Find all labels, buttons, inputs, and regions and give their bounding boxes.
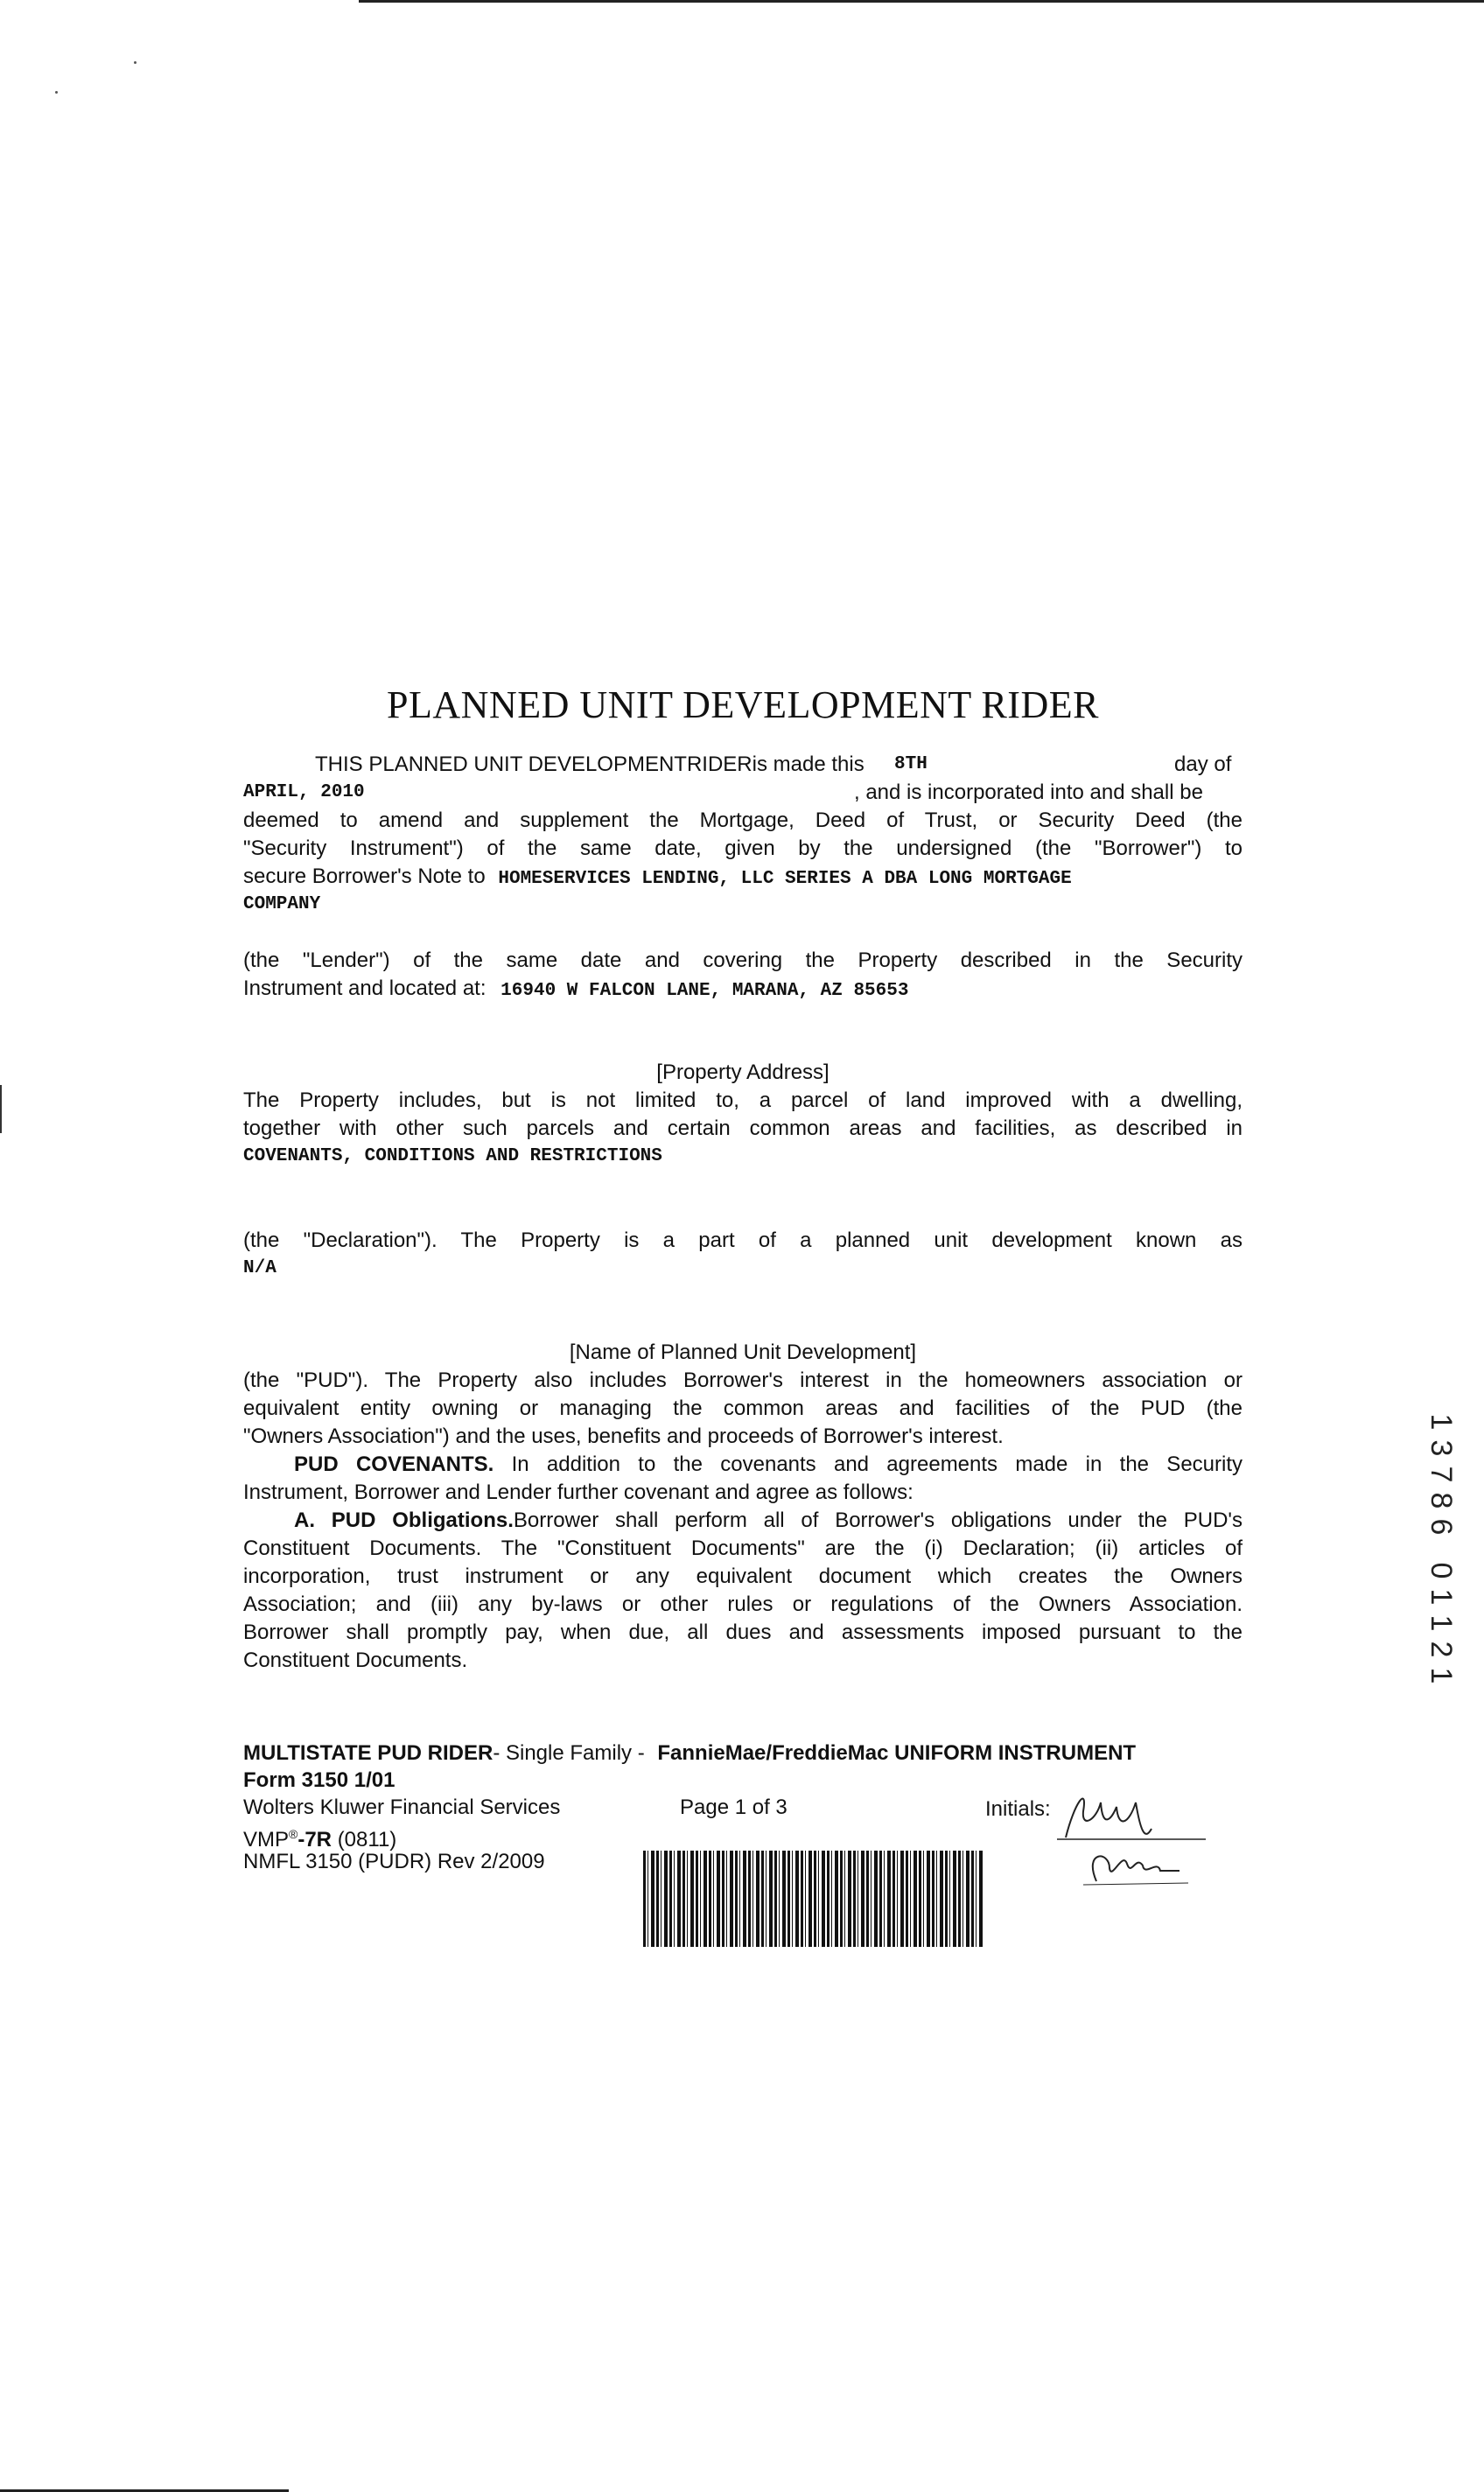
day-value: 8TH	[894, 754, 928, 774]
scan-speck	[55, 91, 58, 94]
property-clause-line-3: (the "Declaration"). The Property is a part of a planned unit development known as	[243, 1228, 1242, 1252]
document-title: PLANNED UNIT DEVELOPMENT RIDER	[387, 683, 1099, 726]
side-document-number	[1419, 1409, 1463, 1689]
side-digit: 1	[1424, 1614, 1458, 1632]
intro-text: THIS PLANNED UNIT DEVELOPMENTRIDERis made this	[315, 752, 864, 776]
pud-clause-line-3: "Owners Association") and the uses, benefits and proceeds of Borrower's interest.	[243, 1424, 1004, 1448]
lender-name: HOMESERVICES LENDING, LLC SERIES A DBA LONG MORTGAGE	[498, 869, 1072, 889]
side-digit: 1	[1424, 1667, 1458, 1684]
section-a-text: Borrower shall perform all of Borrower's obligations under the PUD's	[513, 1508, 1242, 1532]
scan-edge-top	[359, 0, 1484, 3]
covenants-line-1	[243, 1451, 1242, 1479]
side-digit: 2	[1424, 1641, 1458, 1658]
intro-line-4: "Security Instrument") of the same date, given by the undersigned (the "Borrower") to	[243, 836, 1242, 860]
intro-line-3: deemed to amend and supplement the Mortgage, Deed of Trust, or Security Deed (the	[243, 808, 1242, 832]
vmp-bold: -7R	[298, 1828, 332, 1852]
covenants-text: In addition to the covenants and agreements made in the Security	[511, 1452, 1243, 1476]
covenants-line-2: Instrument, Borrower and Lender further covenant and agree as follows:	[243, 1480, 914, 1504]
intro-text: , and is incorporated into and shall be	[854, 780, 1203, 804]
intro-text: secure Borrower's Note to	[243, 864, 486, 888]
scan-edge-mark	[0, 1085, 2, 1133]
side-digit: 6	[1424, 1518, 1458, 1536]
side-digit: 1	[1424, 1413, 1458, 1431]
section-a-line-6: Constituent Documents.	[243, 1648, 468, 1672]
date-value: APRIL, 2010	[243, 782, 365, 802]
form-title-right: FannieMae/FreddieMac UNIFORM INSTRUMENT	[657, 1741, 1137, 1765]
property-address-caption: [Property Address]	[656, 1060, 830, 1084]
vmp-prefix: VMP	[243, 1828, 290, 1852]
side-digit: 7	[1424, 1466, 1458, 1483]
section-a-line-5: Borrower shall promptly pay, when due, all dues and assessments imposed pursuant to the	[243, 1620, 1242, 1644]
pud-clause-line-2: equivalent entity owning or managing the common areas and facilities of the PUD (the	[243, 1396, 1242, 1420]
side-digit: 0	[1424, 1562, 1458, 1579]
intro-line-5	[243, 863, 1242, 893]
property-clause-line-2: together with other such parcels and certain common areas and facilities, as described in	[243, 1116, 1242, 1140]
side-digit: 1	[1424, 1588, 1458, 1606]
section-a-line-2: Constituent Documents. The "Constituent Documents" are the (i) Declaration; (ii) articles of	[243, 1536, 1242, 1560]
pud-name-value: N/A	[243, 1258, 276, 1278]
vmp-suffix: (0811)	[337, 1828, 397, 1852]
initials-label: Initials:	[985, 1797, 1051, 1821]
lender-clause-text: Instrument and located at:	[243, 976, 486, 1000]
form-title-mid: - Single Family -	[493, 1741, 645, 1765]
page-number: Page 1 of 3	[680, 1796, 788, 1819]
lender-name-cont: COMPANY	[243, 894, 321, 914]
side-digit: 3	[1424, 1439, 1458, 1457]
declaration-value: COVENANTS, CONDITIONS AND RESTRICTIONS	[243, 1146, 662, 1166]
initials-signature	[1048, 1768, 1223, 1899]
form-title	[243, 1740, 1136, 1767]
property-address: 16940 W FALCON LANE, MARANA, AZ 85653	[500, 981, 909, 1001]
section-a-line-4: Association; and (iii) any by-laws or other rules or regulations of the Owners Association.	[243, 1592, 1242, 1616]
section-a-heading: A. PUD Obligations.	[294, 1508, 514, 1532]
form-title-bold: MULTISTATE PUD RIDER	[243, 1741, 494, 1765]
section-a-line-3: incorporation, trust instrument or any equivalent document which creates the Owners	[243, 1564, 1242, 1588]
pud-name-caption: [Name of Planned Unit Development]	[569, 1340, 917, 1364]
day-of-text: day of	[1174, 752, 1232, 776]
pud-clause-line-1: (the "PUD"). The Property also includes Borrower's interest in the homeowners association or	[243, 1368, 1242, 1392]
barcode	[643, 1851, 984, 1947]
lender-clause-line-1: (the "Lender") of the same date and covering the Property described in the Security	[243, 948, 1242, 972]
covenants-heading: PUD COVENANTS.	[294, 1452, 494, 1476]
nmfl-code: NMFL 3150 (PUDR) Rev 2/2009	[243, 1850, 545, 1873]
section-a-line-1	[243, 1507, 1242, 1535]
lender-clause-line-2	[243, 975, 1242, 1005]
scan-speck	[134, 61, 136, 64]
publisher: Wolters Kluwer Financial Services	[243, 1796, 561, 1819]
property-clause-line-1: The Property includes, but is not limited to, a parcel of land improved with a dwelling,	[243, 1088, 1242, 1112]
side-digit: 8	[1424, 1492, 1458, 1509]
form-number: Form 3150 1/01	[243, 1768, 396, 1792]
vmp-code: VMP®-7R (0811)	[243, 1827, 397, 1852]
